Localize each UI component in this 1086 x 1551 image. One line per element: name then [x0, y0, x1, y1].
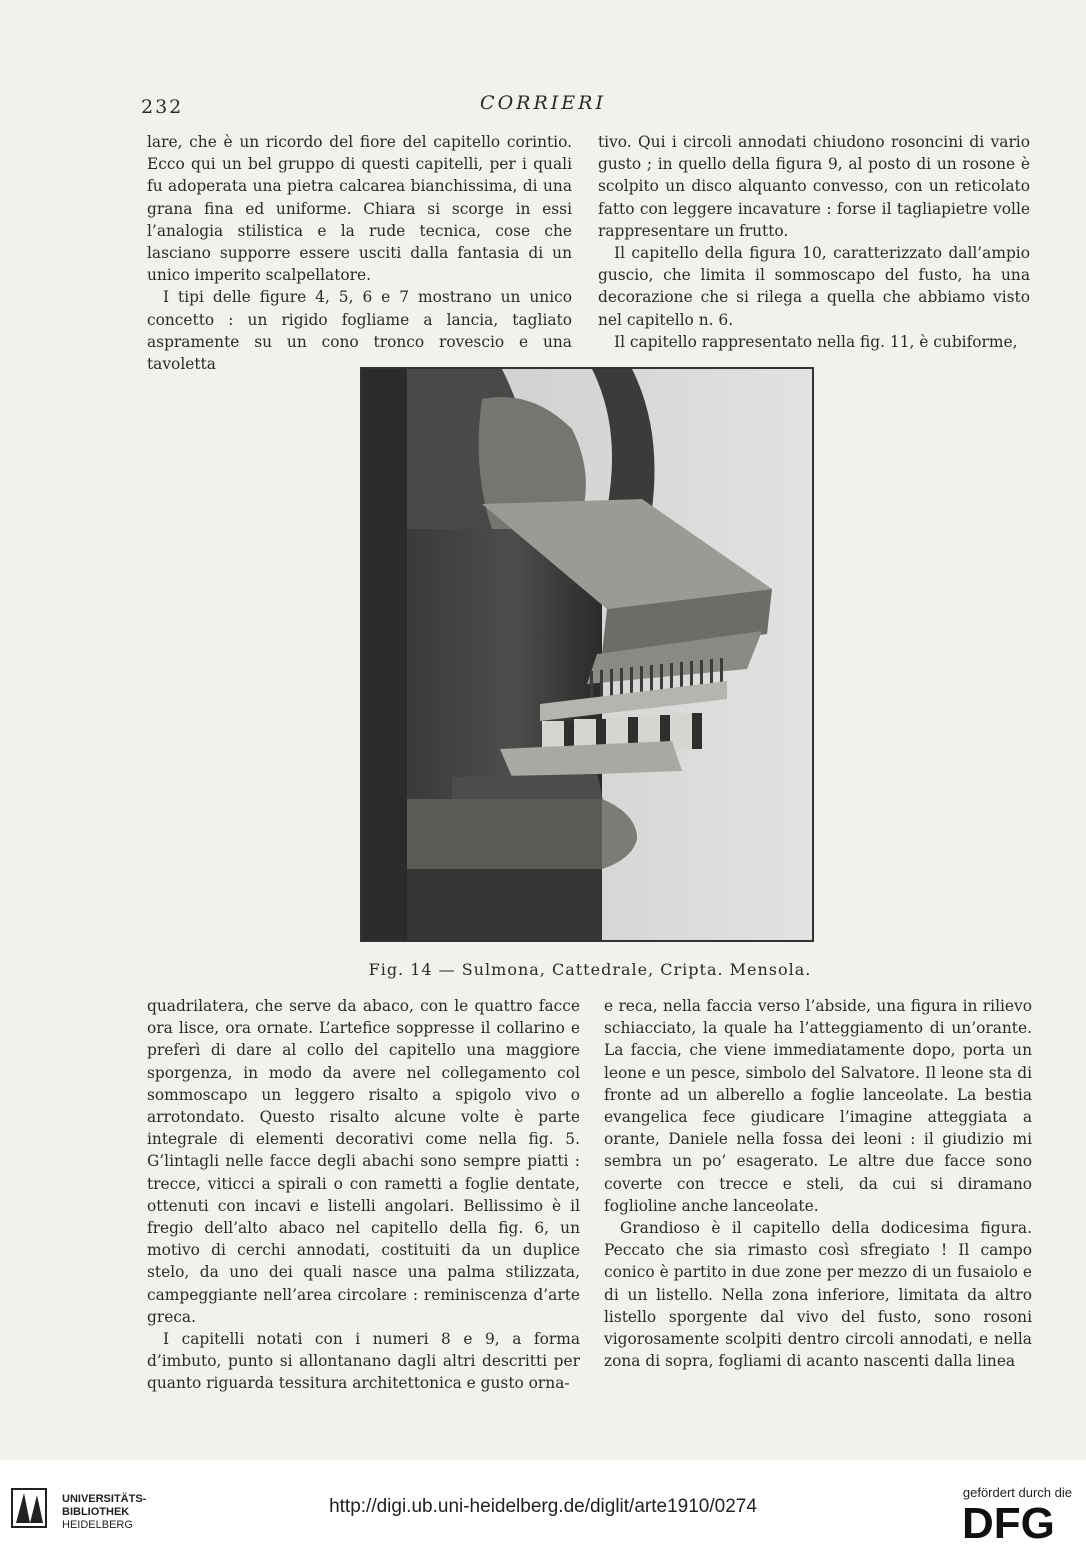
- funded-by-label: gefördert durch die: [962, 1485, 1072, 1500]
- footer-bar: [0, 1460, 1086, 1551]
- paragraph: lare, che è un ricordo del fiore del capitello corintio. Ecco qui un bel gruppo di questi capitelli, per i quali fu adoperata una pietra calcarea bianchissima, di una grana fina ed uniforme. Chiara si scorge in essi l’analogia stilistica e la rude tecnica, cose che lasciano supporre essere usciti dalla fantasia di un unico imperito scalpellatore.: [147, 133, 572, 285]
- permalink-url[interactable]: http://digi.ub.uni-heidelberg.de/diglit/arte1910/0274: [329, 1496, 757, 1517]
- paragraph: tivo. Qui i circoli annodati chiudono rosoncini di vario gusto ; in quello della figura 9, al posto di un rosone è scolpito un disco alquanto convesso, con un reticolato fatto con leggere incavature : forse il tagliapietre volle rappresentare un frutto.: [598, 133, 1030, 240]
- capital-photo-illustration: [362, 369, 812, 940]
- column-left-top: [147, 131, 572, 375]
- column-right-bottom: [604, 995, 1032, 1372]
- column-left-bottom: [147, 995, 580, 1395]
- column-right-top: [598, 131, 1030, 353]
- institution-line: BIBLIOTHEK: [62, 1506, 130, 1518]
- paragraph: Il capitello rappresentato nella fig. 11, è cubiforme,: [614, 332, 1018, 351]
- paragraph: Il capitello della figura 10, caratterizzato dall’ampio guscio, che limita il sommoscapo del fusto, ha una decorazione che si rilega a quella che abbiamo visto nel capitello n. 6.: [598, 244, 1030, 329]
- paragraph: e reca, nella faccia verso l’abside, una figura in rilievo schiacciato, la quale ha l’atteggiamento di un’orante. La faccia, che viene immediatamente dopo, porta un leone e un pesce, simbolo del Salvatore. Il leone sta di fronte ad un alberello a foglie lanceolate. La bestia evangelica fece giudicare l’imagine atteggiata a orante, Daniele nella fossa dei leoni : il giudizio mi sembra un po’ esagerato. Le altre due facce sono coverte con trecce e steli, da cui si diramano foglioline anche lanceolate.: [604, 997, 1032, 1215]
- dfg-logo: [962, 1502, 1072, 1546]
- paragraph: Grandioso è il capitello della dodicesima figura. Peccato che sia rimasto così sfregiato ! Il campo conico è partito in due zone per mezzo di un fusaiolo e di un listello. Nella zona inferiore, limitata da altro listello sporgente dal vivo del fusto, sono rosoni vigorosamente scolpiti dentro circoli annodati, e nella zona di sopra, fogliami di acanto nascenti dalla linea: [604, 1219, 1032, 1371]
- running-head: CORRIERI: [480, 92, 606, 114]
- paragraph: I tipi delle figure 4, 5, 6 e 7 mostrano un unico concetto : un rigido fogliame a lancia, tagliato aspramente su un cono tronco rovescio e una tavoletta: [147, 288, 572, 374]
- dfg-logo-text: DFG: [962, 1502, 1055, 1542]
- institution-line: HEIDELBERG: [62, 1519, 133, 1531]
- figure-photo: [360, 367, 814, 942]
- figure-caption: Fig. 14 — Sulmona, Cattedrale, Cripta. Mensola.: [368, 960, 812, 979]
- paragraph: quadrilatera, che serve da abaco, con le quattro facce ora lisce, ora ornate. L’artefice soppresse il collarino e preferì di dare al collo del capitello una maggiore sporgenza, in modo da avere nel collegamento col sommoscapo un leggero risalto a spigolo vivo o arrotondato. Questo risalto alcune volte è parte integrale di elementi decorativi come nella fig. 5. G’lintagli nelle facce degli abachi sono sempre piatti : trecce, viticci a spirali o con rametti a foglie dentate, ottenuti con incavi e listelli angolari. Bellissimo è il fregio dell’alto abaco nel capitello della fig. 6, un motivo di cerchi annodati, costituiti da un duplice stelo, da uno dei quali nasce una palma stilizzata, campeggiante nell’area circolare : reminiscenza d’arte greca.: [147, 997, 580, 1326]
- institution-line: UNIVERSITÄTS-: [62, 1493, 147, 1505]
- paragraph: I capitelli notati con i numeri 8 e 9, a forma d’imbuto, punto si allontanano dagli altri descritti per quanto riguarda tessitura architettonica e gusto orna-: [147, 1330, 580, 1393]
- page-number: 232: [141, 96, 184, 118]
